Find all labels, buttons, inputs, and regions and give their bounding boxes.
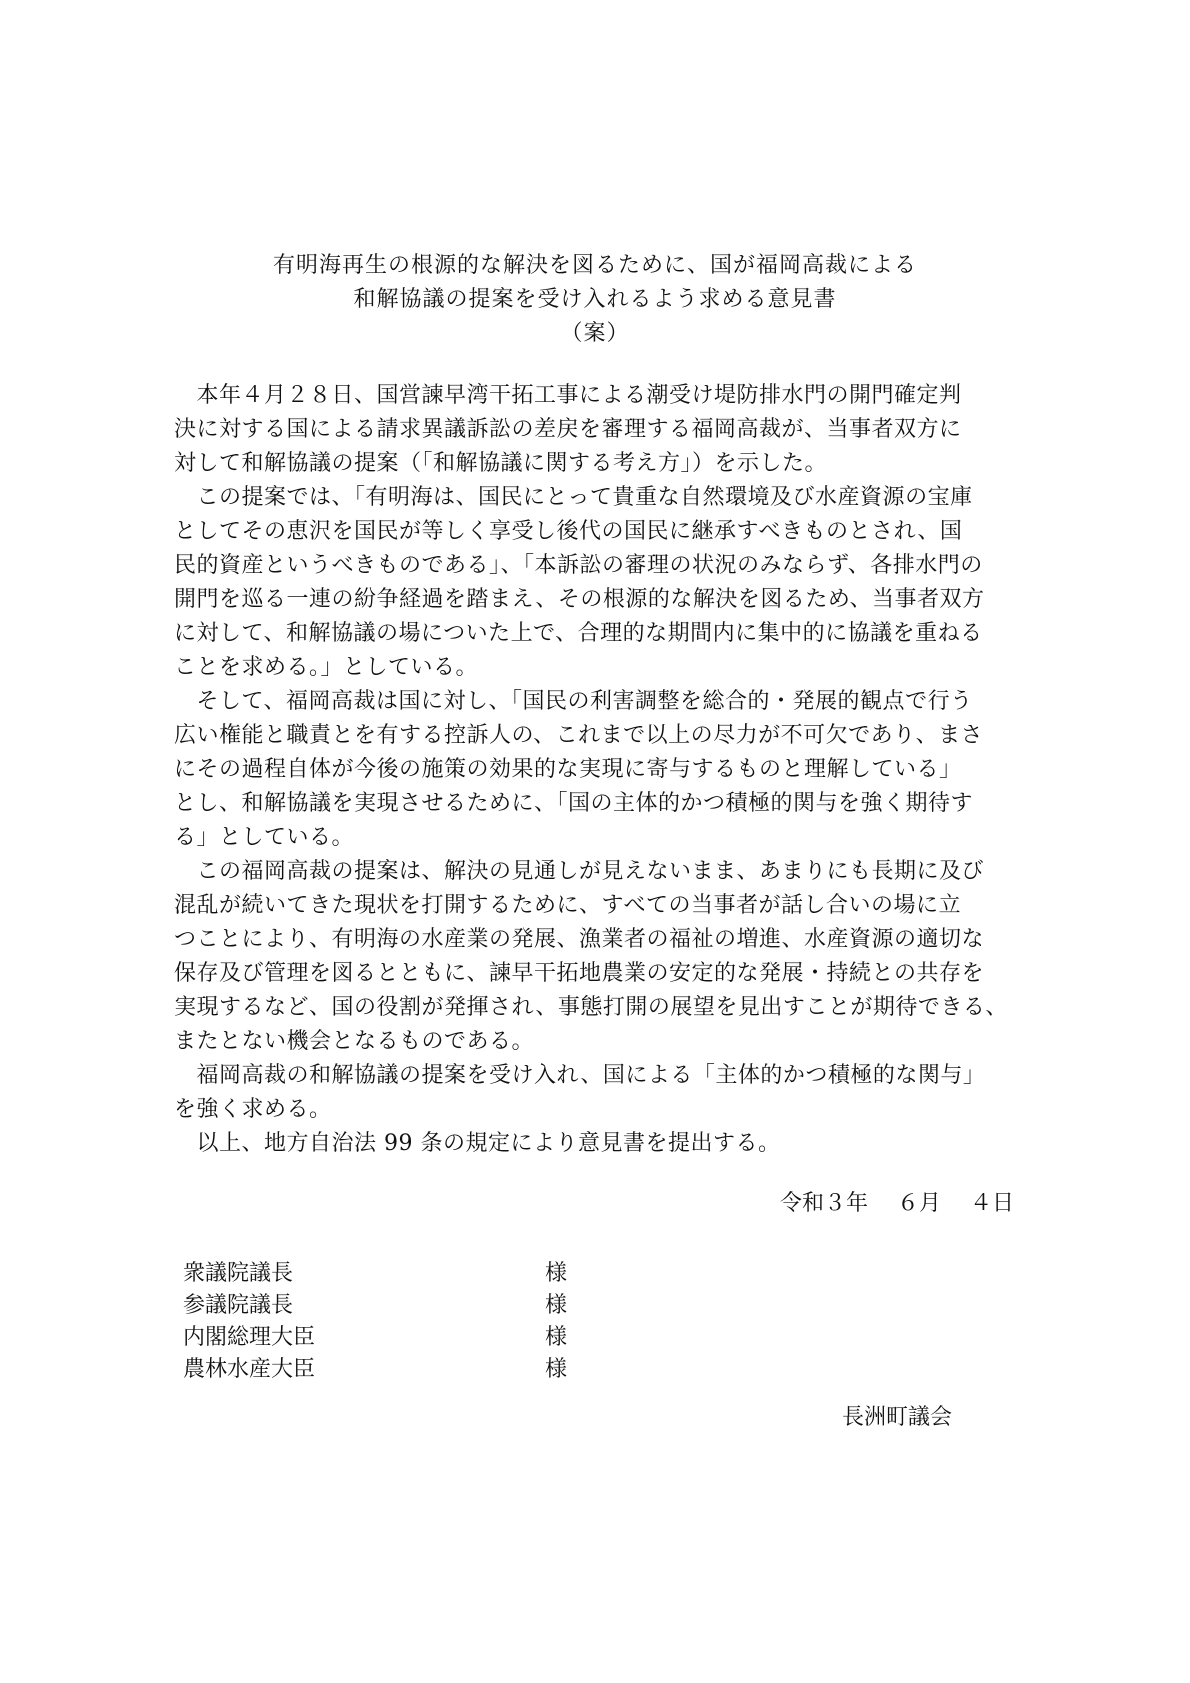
body-line: 開門を巡る一連の紛争経過を踏まえ、その根源的な解決を図るため、当事者双方 bbox=[174, 587, 985, 612]
body-line: とし、和解協議を実現させるために、「国の主体的かつ積極的関与を強く期待す bbox=[174, 791, 974, 816]
title-line-2: 和解協議の提案を受け入れるよう求める意見書 bbox=[353, 287, 837, 312]
body-line: この福岡高裁の提案は、解決の見通しが見えないまま、あまりにも長期に及び bbox=[174, 859, 985, 884]
body-line: 福岡高裁の和解協議の提案を受け入れ、国による「主体的かつ積極的な関与」 bbox=[174, 1063, 986, 1088]
body-line: にその過程自体が今後の施策の効果的な実現に寄与するものと理解している」 bbox=[174, 757, 962, 782]
addressee-name: 衆議院議長 bbox=[183, 1261, 294, 1286]
addressee-name: 農林水産大臣 bbox=[183, 1357, 316, 1382]
title-line-1: 有明海再生の根源的な解決を図るために、国が福岡高裁による bbox=[272, 253, 917, 278]
body-line: 民的資産というべきものである」、「本訴訟の審理の状況のみならず、各排水門の bbox=[174, 553, 983, 578]
addressee-name: 内閣総理大臣 bbox=[183, 1325, 316, 1350]
body-line: 広い権能と職責とを有する控訴人の、これまで以上の尽力が不可欠であり、まさ bbox=[174, 723, 984, 748]
addressee-honorific: 様 bbox=[545, 1261, 568, 1286]
body-line: 以上、地方自治法 99 条の規定により意見書を提出する。 bbox=[174, 1131, 781, 1156]
body-line: 決に対する国による請求異議訴訟の差戻を審理する福岡高裁が、当事者双方に bbox=[174, 417, 962, 442]
body-line: に対して、和解協議の場についた上で、合理的な期間内に集中的に協議を重ねる bbox=[174, 621, 983, 646]
title-line-3: （案） bbox=[560, 321, 630, 346]
addressee-honorific: 様 bbox=[545, 1293, 568, 1318]
body-line: この提案では、「有明海は、国民にとって貴重な自然環境及び水産資源の宝庫 bbox=[174, 485, 973, 510]
body-line: 本年４月２８日、国営諫早湾干拓工事による潮受け堤防排水門の開門確定判 bbox=[174, 383, 962, 408]
body-line: としてその恵沢を国民が等しく享受し後代の国民に継承すべきものとされ、国 bbox=[174, 519, 963, 544]
body-line: 混乱が続いてきた現状を打開するために、すべての当事者が話し合いの場に立 bbox=[174, 893, 962, 918]
body-line: そして、福岡高裁は国に対し、「国民の利害調整を総合的・発展的観点で行う bbox=[174, 689, 973, 714]
body-line: つことにより、有明海の水産業の発展、漁業者の福祉の増進、水産資源の適切な bbox=[174, 927, 985, 952]
body-line: ことを求める。」としている。 bbox=[174, 655, 479, 680]
addressee-name: 参議院議長 bbox=[183, 1293, 294, 1318]
body-line: 対して和解協議の提案（「和解協議に関する考え方」）を示した。 bbox=[174, 451, 828, 476]
body-line: を強く求める。 bbox=[174, 1097, 332, 1122]
addressee-honorific: 様 bbox=[545, 1325, 568, 1350]
sender-name: 長洲町議会 bbox=[842, 1405, 953, 1430]
body-line: る」としている。 bbox=[174, 825, 355, 850]
body-line: 保存及び管理を図るとともに、諫早干拓地農業の安定的な発展・持続との共存を bbox=[174, 961, 985, 986]
document-date: 令和３年 ６月 ４日 bbox=[780, 1191, 1014, 1216]
body-line: またとない機会となるものである。 bbox=[174, 1029, 535, 1054]
body-line: 実現するなど、国の役割が発揮され、事態打開の展望を見出すことが期待できる、 bbox=[174, 995, 1008, 1020]
addressee-honorific: 様 bbox=[545, 1357, 568, 1382]
